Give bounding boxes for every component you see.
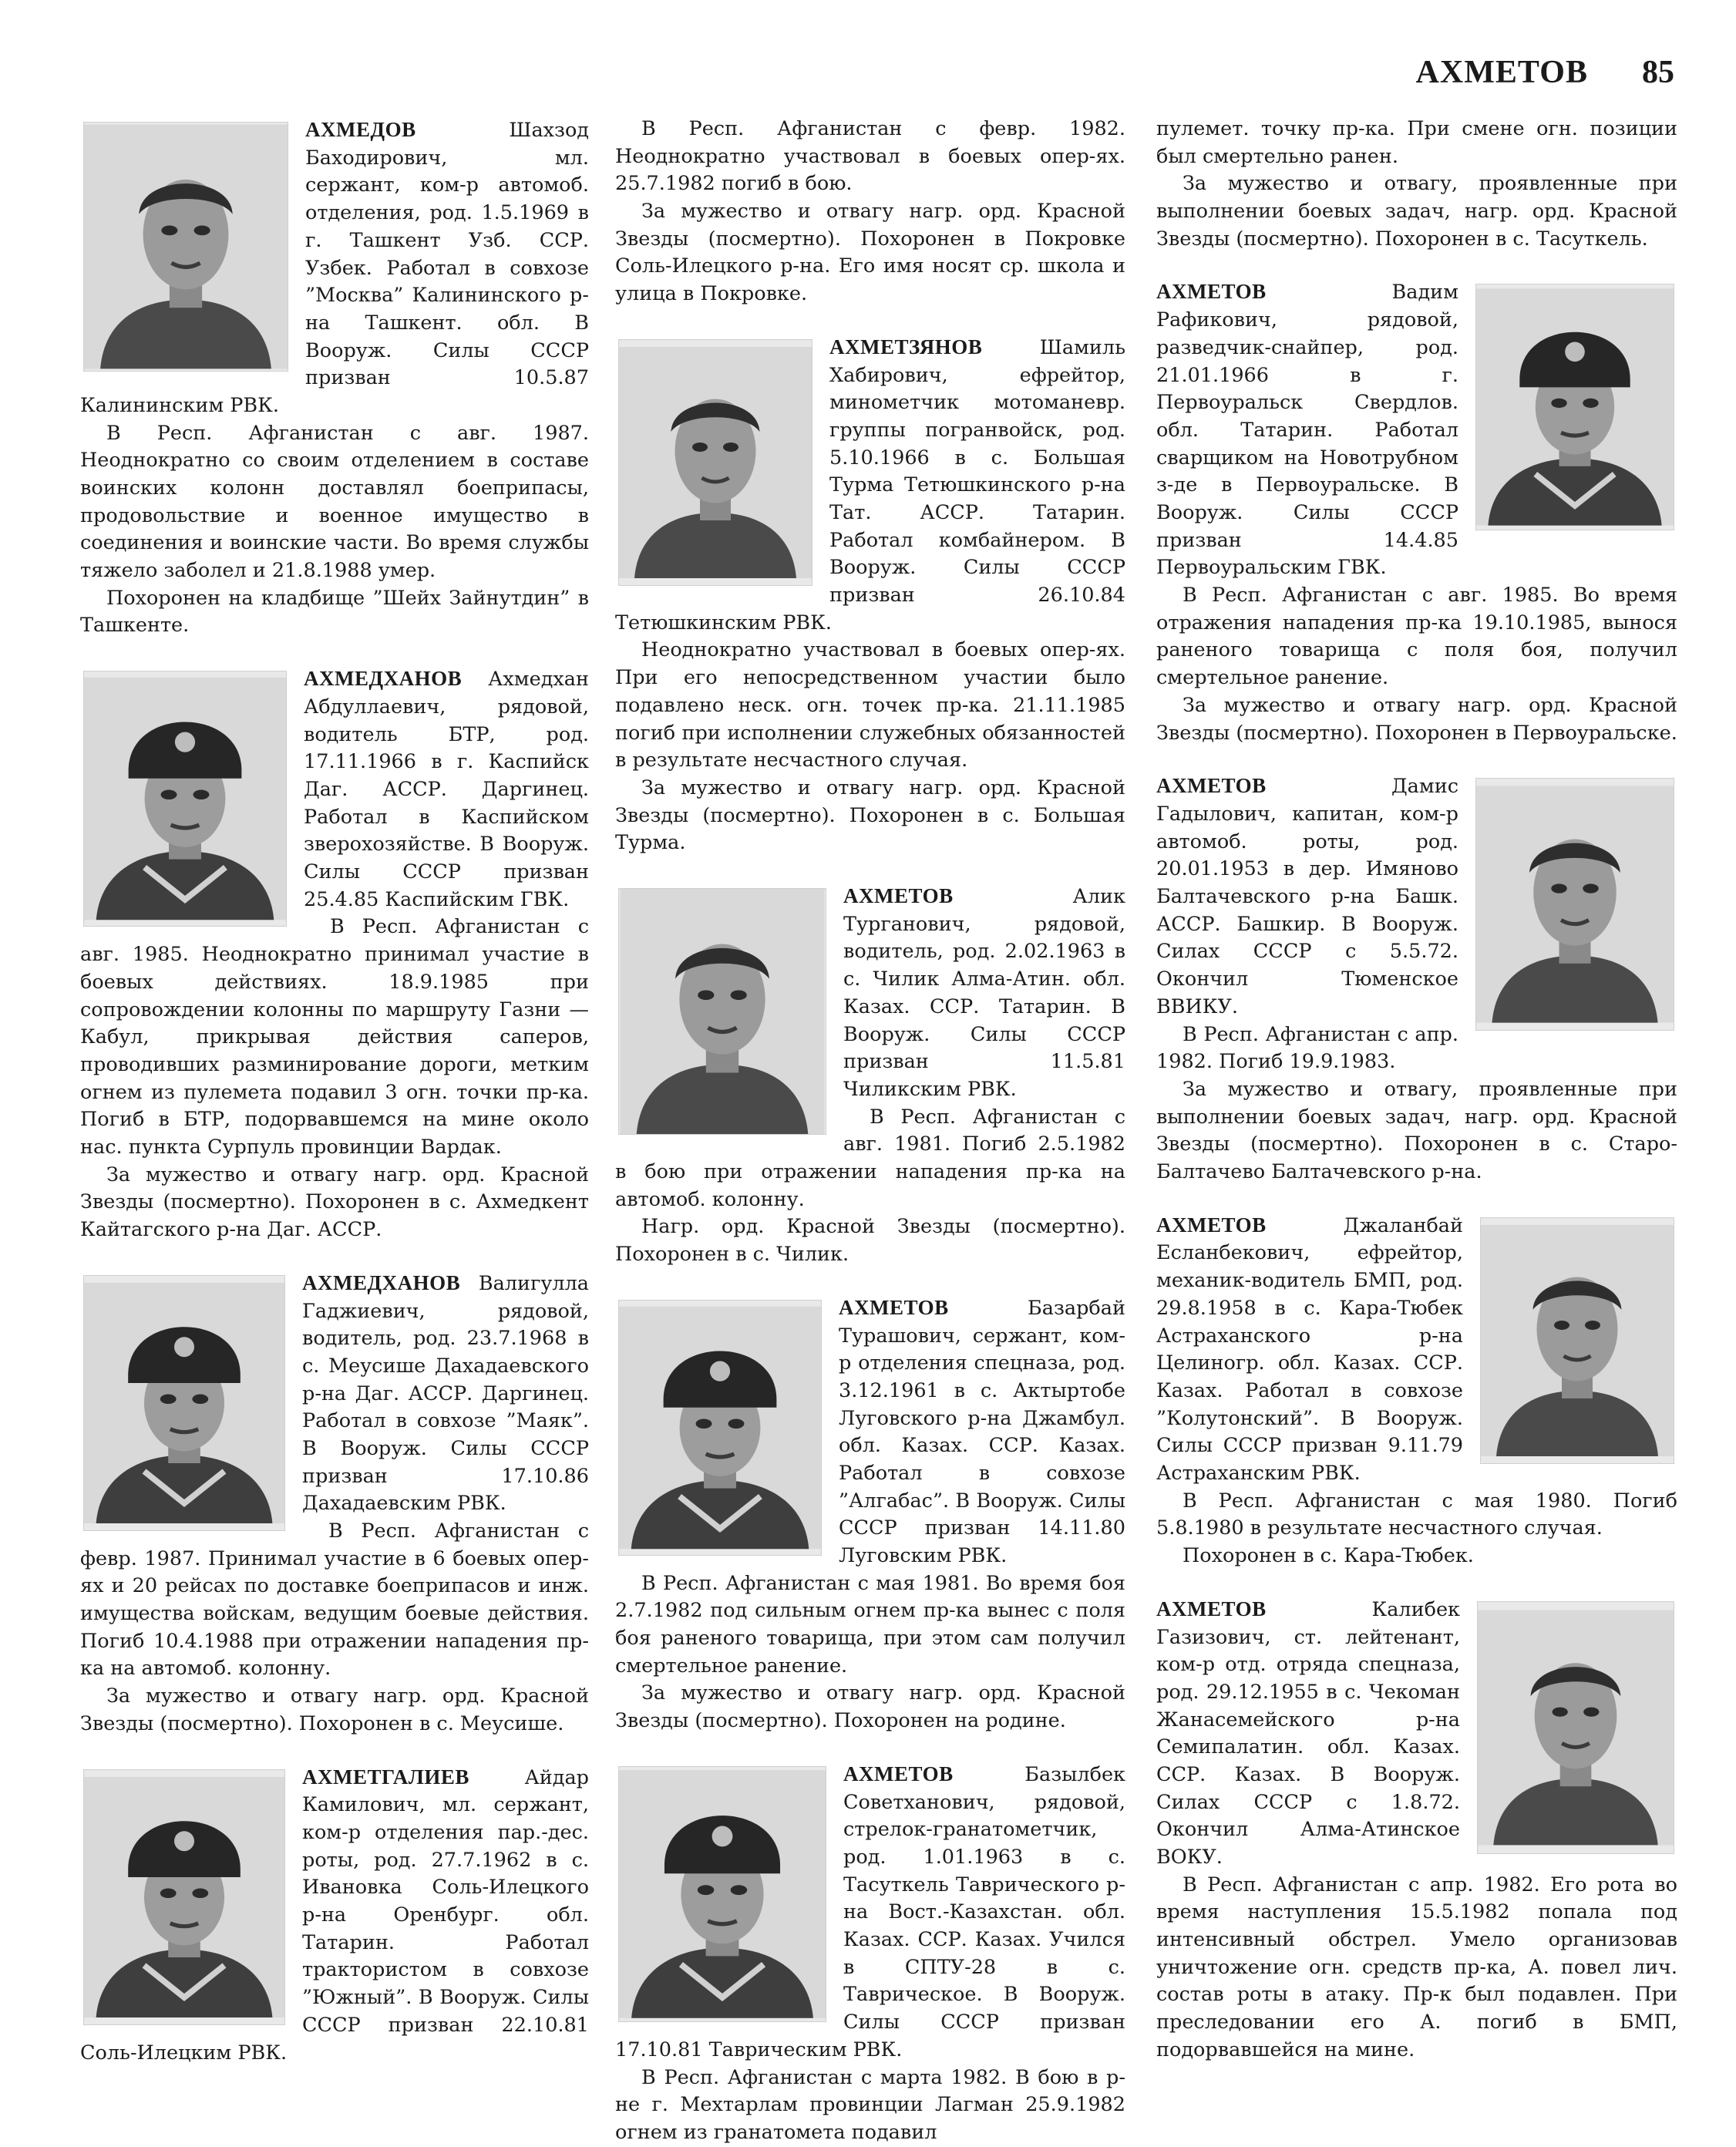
entry-surname: АХМЕДХАНОВ: [302, 1270, 461, 1294]
entry-akhmetov-bazarbai: [615, 1294, 1125, 1735]
entry-text: За мужество и отвагу нагр. орд. Красной Звезды (посмертно). Похоронен в Первоуральске.: [1156, 693, 1677, 745]
entry-text: Дамис Гадылович, капитан, ком-р автомоб. роты, род. 20.01.1953 в дер. Имяново Балтачевского р-на Башк. АССР. Башкир. В Вооруж. Силах СССР с 5.5.72. Окончил Тюменское ВВИКУ.: [1156, 775, 1458, 1018]
entry-text: В Респ. Афганистан с мая 1980. Погиб 5.8.1980 в результате несчастного случая.: [1156, 1489, 1677, 1540]
running-header: [1416, 54, 1674, 100]
entry-text: В Респ. Афганистан с авг. 1985. Неоднократно принимал участие в боевых действиях. 18.9.1985 при сопровождении колонны по маршруту Газни — Кабул, прикрывая действия саперов, проводивших разминирование дороги, метким огнем из пулемета подавил 3 огн. точки пр-ка. Погиб в БТР, подорвавшемся на мине около нас. пункта Сурпуль провинции Вардак.: [80, 915, 589, 1159]
page-number: 85: [1642, 55, 1674, 90]
entry-text: За мужество и отвагу нагр. орд. Красной Звезды (посмертно). Похоронен в Покровке Соль-Илецкого р-на. Его имя носят ср. школа и улица в Покровке.: [615, 200, 1125, 306]
entry-text: В Респ. Афганистан с апр. 1982. Погиб 19.9.1983.: [1156, 1022, 1458, 1074]
portrait-photo: [1480, 1217, 1674, 1464]
portrait-photo: [618, 1766, 826, 2022]
entry-text: В Респ. Афганистан с марта 1982. В бою в р-не г. Мехтарлам провинции Лагман 25.9.1982 огнем из гранатомета подавил: [615, 2065, 1125, 2144]
entry-surname: АХМЕДХАНОВ: [304, 667, 463, 691]
entry-surname: АХМЕДОВ: [305, 118, 416, 141]
entry-text: В Респ. Афганистан с февр. 1987. Принимал участие в 6 боевых опер-ях и 20 рейсах по доставке боеприпасов и инж. имущества войскам, ведущим боевые действия. Погиб 10.4.1988 при отражении нападения пр-ка на автомоб. колонну.: [80, 1519, 589, 1681]
entry-text: Шамиль Хабирович, ефрейтор, минометчик мотоманевр. группы погранвойск, род. 5.10.1966 в с. Большая Турма Тетюшкинского р-на Тат. АССР. Татарин. Работал комбайнером. В Вооруж. Силы СССР призван 26.10.84 Тетюшкинским РВК.: [615, 335, 1125, 634]
entry-text: Валигулла Гаджиевич, рядовой, водитель, род. 23.7.1968 в с. Меусише Дахадаевского р-на Даг. АССР. Даргинец. Работал в совхозе ”Маяк”. В Вооруж. Силы СССР призван 17.10.86 Дахадаевским РВК.: [302, 1271, 589, 1516]
entry-text: За мужество и отвагу нагр. орд. Красной Звезды (посмертно). Похоронен в с. Ахмедкент Кайтагского р-на Даг. АССР.: [80, 1163, 589, 1242]
column-2: [615, 116, 1125, 2144]
entry-text: Похоронен в с. Кара-Тюбек.: [1183, 1544, 1474, 1568]
entry-continuation: [1156, 116, 1677, 253]
column-3: [1156, 116, 1677, 2089]
entry-text: Калибек Газизович, ст. лейтенант, ком-р отд. отряда спецназа, род. 29.12.1955 в с. Чекоман Жанасемейского р-на Семипалатин. обл. Казах. ССР. Казах. В Вооруж. Силах СССР с 1.8.72. Окончил Алма-Атинское ВОКУ.: [1156, 1597, 1460, 1869]
entry-text: Нагр. орд. Красной Звезды (посмертно). Похоронен в с. Чилик.: [615, 1215, 1125, 1267]
portrait-photo: [1477, 1601, 1674, 1854]
portrait-photo: [83, 1275, 285, 1531]
entry-akhmetov-dzhalanbai: [1156, 1211, 1677, 1570]
entry-text: Джаланбай Есланбекович, ефрейтор, механик-водитель БМП, род. 29.8.1958 в с. Кара-Тюбек Астраханского р-на Целиногр. обл. Казах. ССР. Казах. Работал в совхозе ”Колутонский”. В Вооруж. Силы СССР призван 9.11.79 Астраханским РВК.: [1156, 1213, 1463, 1485]
entry-surname: АХМЕТОВ: [1156, 774, 1267, 798]
entry-akhmetov-vadim: [1156, 278, 1677, 747]
entry-text: пулемет. точку пр-ка. При смене огн. позиции был смертельно ранен.: [1156, 117, 1677, 168]
portrait-photo: [83, 122, 288, 372]
entry-akhmedkhanov-akhmedkhan: [80, 665, 589, 1244]
entry-akhmetov-damis: [1156, 772, 1677, 1186]
portrait-photo: [83, 671, 287, 927]
entry-text: В Респ. Афганистан с авг. 1981. Погиб 2.5.1982 в бою при отражении нападения пр-ка на автомоб. колонну.: [615, 1105, 1125, 1211]
entry-text: В Респ. Афганистан с февр. 1982. Неоднократно участвовал в боевых опер-ях. 25.7.1982 погиб в бою.: [615, 117, 1125, 196]
entry-text: В Респ. Афганистан с мая 1981. Во время боя 2.7.1982 под сильным огнем пр-ка вынес с поля боя раненого товарища, при этом сам получил смертельное ранение.: [615, 1571, 1125, 1678]
entry-surname: АХМЕТОВ: [843, 1762, 954, 1785]
entry-text: За мужество и отвагу, проявленные при выполнении боевых задач, нагр. орд. Красной Звезды (посмертно). Похоронен в с. Тасуткель.: [1156, 172, 1677, 251]
entry-surname: АХМЕТОВ: [1156, 280, 1267, 304]
column-1: [80, 116, 589, 2089]
entry-akhmedov-shakhzod: [80, 116, 589, 640]
entry-akhmetgaliev-aidar: [80, 1763, 589, 2068]
portrait-photo: [1475, 284, 1674, 530]
entry-text: Похоронен на кладбище ”Шейх Зайнутдин” в Ташкенте.: [80, 586, 589, 638]
entry-text: Ахмедхан Абдуллаевич, рядовой, водитель БТР, род. 17.11.1966 в г. Каспийск Даг. АССР. Даргинец. Работал в Каспийском зверохозяйстве. В Вооруж. Силы СССР призван 25.4.85 Каспийским ГВК.: [304, 668, 589, 911]
entry-surname: АХМЕТОВ: [843, 883, 954, 907]
entry-surname: АХМЕТГАЛИЕВ: [302, 1765, 469, 1789]
entry-text: Базарбай Турашович, сержант, ком-р отделения спецназа, род. 3.12.1961 в с. Актыртобе Луговского р-на Джамбул. обл. Казах. ССР. Казах. Работал в совхозе ”Алгабас”. В Вооруж. Силы СССР призван 14.11.80 Луговским РВК.: [839, 1296, 1125, 1568]
entry-text: За мужество и отвагу нагр. орд. Красной Звезды (посмертно). Похоронен на родине.: [615, 1681, 1125, 1733]
entry-text: Айдар Камилович, мл. сержант, ком-р отделения пар.-дес. роты, род. 27.7.1962 в с. Ивановка Соль-Илецкого р-на Оренбург. обл. Татарин. Работал трактористом в совхозе ”Южный”. В Вооруж. Силы СССР призван 22.10.81 Соль-Илецким РВК.: [80, 1765, 589, 2065]
entry-surname: АХМЕТОВ: [1156, 1213, 1267, 1237]
entry-akhmetov-kalibek: [1156, 1595, 1677, 2065]
entry-surname: АХМЕТОВ: [839, 1295, 949, 1319]
entry-akhmetov-alik: [615, 882, 1125, 1269]
entry-surname: АХМЕТЗЯНОВ: [829, 335, 983, 358]
entry-text: Неоднократно участвовал в боевых опер-ях. При его непосредственном участии было подавлено неск. огн. точек пр-ка. 21.11.1985 погиб при исполнении служебных обязанностей в результате несчастного случая.: [615, 638, 1125, 772]
portrait-photo: [618, 888, 826, 1135]
entry-text: В Респ. Афганистан с апр. 1982. Его рота во время наступления 15.5.1982 попала под интенсивный обстрел. Умело организовав уничтожение огн. средств пр-ка, А. повел лич. состав роты в атаку. Пр-к был подавлен. При преследовании его А. погиб в БМП, подорвавшейся на мине.: [1156, 1873, 1677, 2061]
portrait-photo: [1475, 778, 1674, 1031]
portrait-photo: [618, 339, 812, 586]
entry-text: В Респ. Афганистан с авг. 1985. Во время отражения нападения пр-ка 19.10.1985, вынося раненого товарища с поля боя, получил смертельное ранение.: [1156, 584, 1677, 690]
entry-akhmetzyanov-shamil: [615, 333, 1125, 857]
entry-continuation: [615, 116, 1125, 308]
entry-surname: АХМЕТОВ: [1156, 1597, 1267, 1620]
entry-akhmetov-bazylbek: [615, 1760, 1125, 2147]
entry-text: За мужество и отвагу нагр. орд. Красной Звезды (посмертно). Похоронен в с. Большая Турма.: [615, 776, 1125, 855]
entry-text: За мужество и отвагу нагр. орд. Красной Звезды (посмертно). Похоронен в с. Меусише.: [80, 1684, 589, 1735]
portrait-photo: [83, 1769, 285, 2025]
entry-text: Базылбек Советханович, рядовой, стрелок-гранатометчик, род. 1.01.1963 в с. Тасуткель Таврического р-на Вост.-Казахстан. обл. Казах. ССР. Казах. Учился в СПТУ-28 в с. Таврическое. В Вооруж. Силы СССР призван 17.10.81 Таврическим РВК.: [615, 1762, 1125, 2061]
entry-akhmedkhanov-valigulla: [80, 1269, 589, 1738]
entry-text: В Респ. Афганистан с авг. 1987. Неоднократно со своим отделением в составе воинских колонн доставлял боеприпасы, продовольствие и военное имущество в соединения и воинские части. Во время службы тяжело заболел и 21.8.1988 умер.: [80, 421, 589, 583]
entry-text: Шахзод Баходирович, мл. сержант, ком-р автомоб. отделения, род. 1.5.1969 в г. Ташкент Узб. ССР. Узбек. Работал в совхозе ”Москва” Калининского р-на Ташкент. обл. В Вооруж. Силы СССР призван 10.5.87 Калининским РВК.: [80, 119, 589, 417]
portrait-photo: [618, 1300, 822, 1556]
entry-text: Алик Турганович, рядовой, водитель, род. 2.02.1963 в с. Чилик Алма-Атин. обл. Казах. ССР. Татарин. В Вооруж. Силы СССР призван 11.5.81 Чиликским РВК.: [843, 884, 1125, 1101]
entry-text: Вадим Рафикович, рядовой, разведчик-снайпер, род. 21.01.1966 в г. Первоуральск Свердлов. обл. Татарин. Работал сварщиком на Новотрубном з-де в Первоуральске. В Вооруж. Силы СССР призван 14.4.85 Первоуральским ГВК.: [1156, 281, 1458, 580]
header-name: АХМЕТОВ: [1415, 55, 1588, 90]
entry-text: За мужество и отвагу, проявленные при выполнении боевых задач, нагр. орд. Красной Звезды (посмертно). Похоронен в с. Старо-Балтачево Балтачевского р-на.: [1156, 1077, 1677, 1183]
